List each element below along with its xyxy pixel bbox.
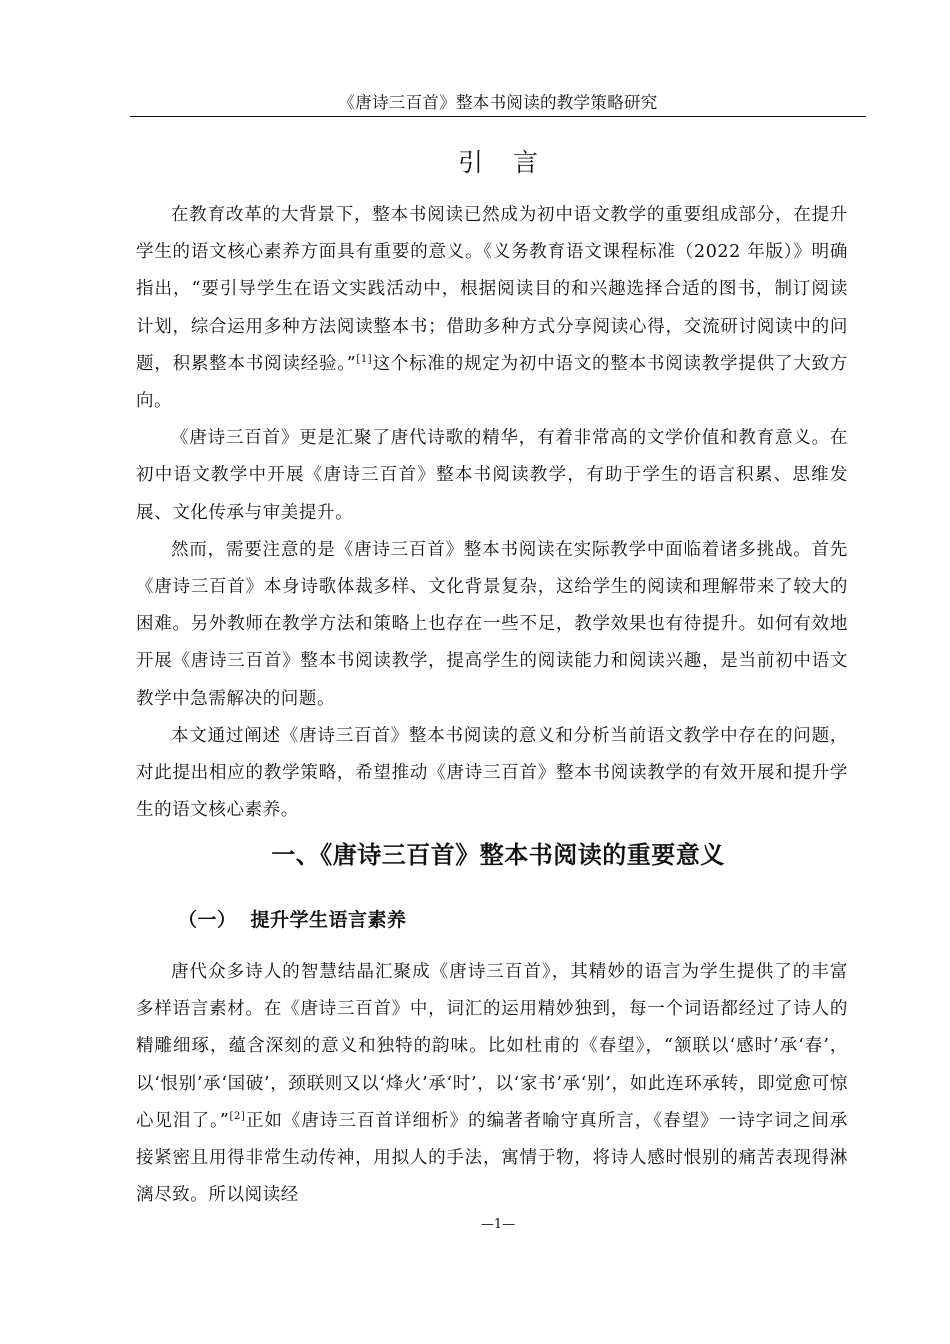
intro-body: [136, 197, 848, 829]
section-paragraph-1: [136, 954, 848, 1214]
intro-paragraph-3: 然而，需要注意的是《唐诗三百首》整本书阅读在实际教学中面临着诸多挑战。首先《唐诗三百首》本身诗歌体裁多样、文化背景复杂，这给学生的阅读和理解带来了较大的困难。另外教师在教学方法和策略上也存在一些不足，教学效果也有待提升。如何有效地开展《唐诗三百首》整本书阅读教学，提高学生的阅读能力和阅读兴趣，是当前初中语文教学中急需解决的问题。: [136, 539, 848, 709]
section-paragraph-1-text: 唐代众多诗人的智慧结晶汇聚成《唐诗三百首》，其精妙的语言为学生提供了的丰富多样语言素材。在《唐诗三百首》中，词汇的运用精妙独到，每一个词语都经过了诗人的精雕细琢，蕴含深刻的意义和独特的韵味。比如杜甫的《春望》，“颔联以‘感时’承‘春’，以‘恨别’承‘国破’，颈联则又以‘烽火’承‘时’，以‘家书’承‘别’，如此连环承转，即觉愈可惊心见泪了。”: [136, 962, 848, 1131]
section-paragraph-1-text-cont: 正如《唐诗三百首详细析》的编著者喻守真所言，《春望》一诗字词之间承接紧密且用得非常生动传神，用拟人的手法，寓情于物，将诗人感时恨别的痛苦表现得淋漓尽致。所以阅读经: [136, 1110, 848, 1206]
citation-2: [2]: [229, 1110, 246, 1122]
intro-paragraph-1: [136, 197, 848, 420]
header-rule: [130, 116, 866, 117]
subsection-title: 提升学生语言素养: [250, 909, 407, 931]
intro-paragraph-2: 《唐诗三百首》更是汇聚了唐代诗歌的精华，有着非常高的文学价值和教育意义。在初中语文教学中开展《唐诗三百首》整本书阅读教学，有助于学生的语言积累、思维发展、文化传承与审美提升。: [136, 428, 848, 523]
running-header: 《唐诗三百首》整本书阅读的教学策略研究: [338, 93, 658, 112]
intro-paragraph-1-text-cont: 这个标准的规定为初中语文的整本书阅读教学提供了大致方向。: [136, 353, 848, 412]
citation-1: [1]: [356, 353, 373, 365]
intro-paragraph-1-text: 在教育改革的大背景下，整本书阅读已然成为初中语文教学的重要组成部分，在提升学生的语文核心素养方面具有重要的意义。《义务教育语文课程标准（2022 年版）》明确指出，“要引导学生在语文实践活动中，根据阅读目的和兴趣选择合适的图书，制订阅读计划，综合运用多种方法阅读整本书；借助多种方式分享阅读心得，交流研讨阅读中的问题，积累整本书阅读经验。”: [136, 205, 848, 374]
section-heading: 一、《唐诗三百首》整本书阅读的重要意义: [271, 841, 725, 869]
intro-paragraph-4: 本文通过阐述《唐诗三百首》整本书阅读的意义和分析当前语文教学中存在的问题，对此提出相应的教学策略，希望推动《唐诗三百首》整本书阅读教学的有效开展和提升学生的语文核心素养。: [136, 725, 848, 821]
page-number: —1—: [480, 1217, 516, 1232]
subsection-number: （一）: [178, 909, 237, 931]
section-body: [136, 954, 848, 1214]
subsection-heading: [178, 905, 407, 935]
intro-title: 引言: [457, 148, 568, 177]
